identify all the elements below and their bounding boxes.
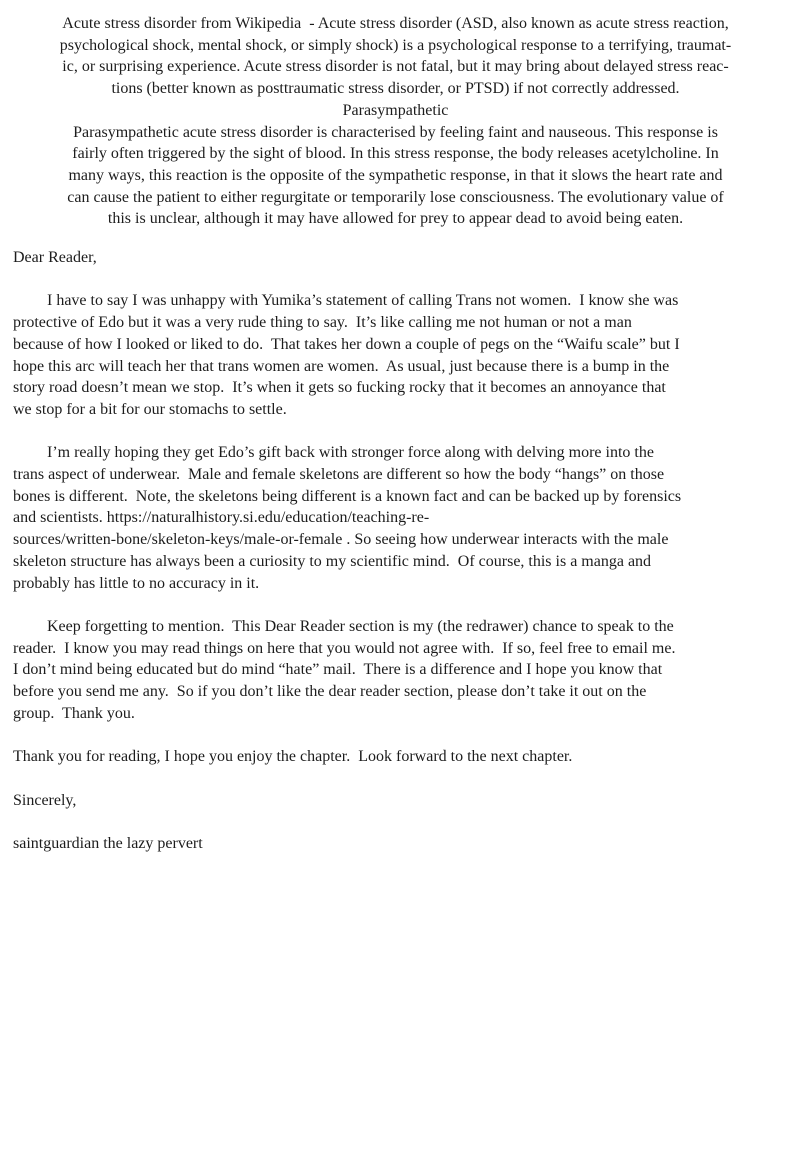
letter-line: protective of Edo but it was a very rude thing to say. It’s like calling me not human or not a man <box>13 314 632 332</box>
closing-line: Thank you for reading, I hope you enjoy the chapter. Look forward to the next chapter. <box>13 748 573 766</box>
letter-line: I’m really hoping they get Edo’s gift back with stronger force along with delving more into the <box>47 444 654 462</box>
parasympathetic-line: this is unclear, although it may have allowed for prey to appear dead to avoid being eaten. <box>107 210 684 228</box>
letter-line: bones is different. Note, the skeletons being different is a known fact and can be backed up by forensics <box>13 487 682 505</box>
parasympathetic-line: Parasympathetic acute stress disorder is characterised by feeling faint and nauseous. This response is <box>73 123 718 141</box>
letter-line: I don’t mind being educated but do mind “hate” mail. There is a difference and I hope you know that <box>13 661 663 679</box>
intro-line: psychological shock, mental shock, or simply shock) is a psychological response to a terrifying, traumat- <box>59 36 732 54</box>
letter-url-line: sources/written-bone/skeleton-keys/male-or-female . So seeing how underwear interacts with the male <box>13 531 669 549</box>
letter-line: probably has little to no accuracy in it. <box>13 574 260 592</box>
letter-line: story road doesn’t mean we stop. It’s when it gets so fucking rocky that it becomes an annoyance that <box>13 379 666 397</box>
intro-paragraph <box>13 13 778 100</box>
letter-line: because of how I looked or liked to do. That takes her down a couple of pegs on the “Waifu scale” but I <box>13 335 680 353</box>
salutation: Dear Reader, <box>13 249 97 267</box>
intro-line: Acute stress disorder from Wikipedia - Acute stress disorder (ASD, also known as acute stress reaction, <box>62 15 729 32</box>
letter-line: Keep forgetting to mention. This Dear Reader section is my (the redrawer) chance to speak to the <box>47 617 674 635</box>
letter-line: before you send me any. So if you don’t like the dear reader section, please don’t take it out on the <box>13 683 647 701</box>
letter-line: hope this arc will teach her that trans women are women. As usual, just because there is a bump in the <box>13 357 670 375</box>
signature: saintguardian the lazy pervert <box>13 834 203 852</box>
letter-paragraph-3 <box>13 616 778 725</box>
letter-line: skeleton structure has always been a curiosity to my scientific mind. Of course, this is a manga and <box>13 552 652 570</box>
signoff: Sincerely, <box>13 791 77 809</box>
letter-line: we stop for a bit for our stomachs to settle. <box>13 400 287 418</box>
letter-line: group. Thank you. <box>13 704 135 722</box>
parasympathetic-paragraph <box>13 122 778 231</box>
parasympathetic-line: many ways, this reaction is the opposite of the sympathetic response, in that it slows the heart rate and <box>68 166 723 184</box>
letter-url-line: and scientists. https://naturalhistory.si.edu/education/teaching-re- <box>13 509 430 527</box>
section-heading: Parasympathetic <box>342 101 449 119</box>
letter-line: reader. I know you may read things on here that you would not agree with. If so, feel free to email me. <box>13 639 676 657</box>
intro-line: tions (better known as posttraumatic stress disorder, or PTSD) if not correctly addressed. <box>111 80 680 98</box>
letter-line: I have to say I was unhappy with Yumika’s statement of calling Trans not women. I know she was <box>47 292 679 310</box>
parasympathetic-line: can cause the patient to either regurgitate or temporarily lose consciousness. The evolutionary value of <box>67 188 724 206</box>
letter-line: trans aspect of underwear. Male and female skeletons are different so how the body “hangs” on those <box>13 466 665 484</box>
intro-line: ic, or surprising experience. Acute stress disorder is not fatal, but it may bring about delayed stress reac- <box>62 58 729 76</box>
letter-paragraph-2 <box>13 442 778 594</box>
parasympathetic-line: fairly often triggered by the sight of blood. In this stress response, the body releases acetylcholine. In <box>72 145 719 163</box>
letter-paragraph-1 <box>13 290 778 420</box>
